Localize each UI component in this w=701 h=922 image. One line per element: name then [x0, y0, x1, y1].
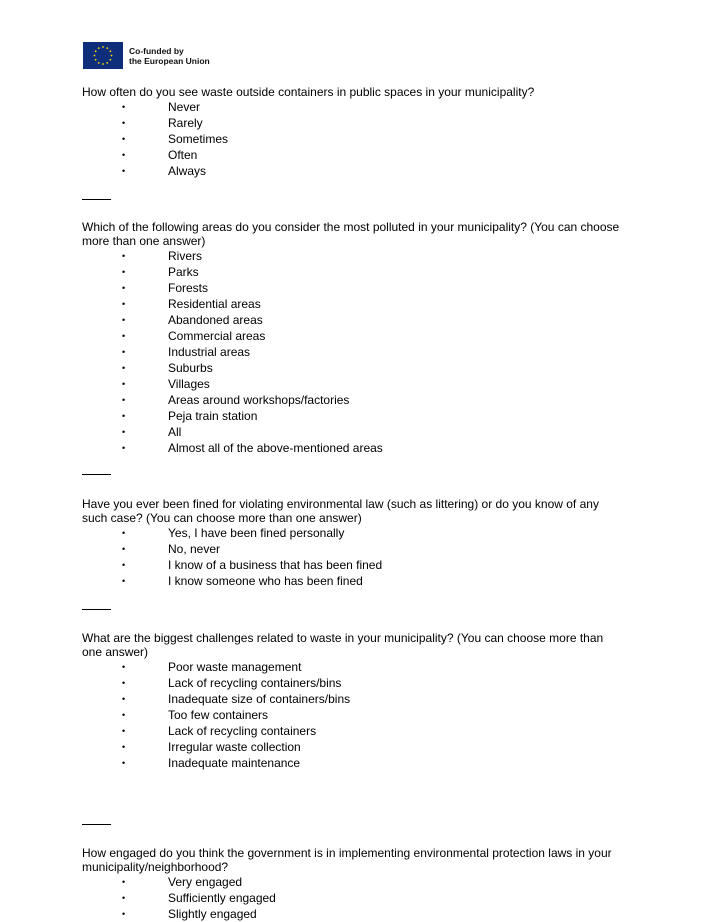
option-label: Suburbs — [168, 361, 213, 375]
option-item — [82, 99, 622, 115]
bullet: • — [122, 694, 126, 704]
bullet: • — [122, 544, 126, 554]
option-label: Inadequate size of containers/bins — [168, 692, 351, 706]
flag-star — [95, 50, 97, 52]
option-label: Slightly engaged — [168, 907, 257, 921]
flag-star — [95, 59, 97, 61]
option-list — [82, 659, 622, 771]
bullet: • — [122, 102, 126, 112]
bullet: • — [122, 726, 126, 736]
option-item — [82, 131, 622, 147]
option-list — [82, 99, 622, 179]
bullet: • — [122, 267, 126, 277]
bullet: • — [122, 134, 126, 144]
separator-line — [82, 609, 111, 610]
flag-star — [109, 50, 111, 52]
option-label: No, never — [168, 542, 221, 556]
bullet: • — [122, 443, 126, 453]
option-item — [82, 675, 622, 691]
option-item — [82, 659, 622, 675]
question-block — [82, 631, 622, 771]
question-block — [82, 85, 622, 179]
flag-star — [111, 55, 113, 57]
question-text: What are the biggest challenges related to waste in your municipality? (You can choose more than one answer) — [82, 631, 604, 659]
bullet: • — [122, 576, 126, 586]
option-item — [82, 707, 622, 723]
option-label: Yes, I have been fined personally — [168, 526, 345, 540]
option-label: Sometimes — [168, 132, 229, 146]
option-item — [82, 296, 622, 312]
bullet: • — [122, 283, 126, 293]
bullet: • — [122, 909, 126, 919]
option-label: Too few containers — [168, 708, 269, 722]
option-item — [82, 755, 622, 771]
option-label: Industrial areas — [168, 345, 251, 359]
option-label: Parks — [168, 265, 199, 279]
question-block — [82, 497, 622, 589]
bullet: • — [122, 395, 126, 405]
question-text: How often do you see waste outside containers in public spaces in your municipality? — [82, 85, 535, 99]
option-item — [82, 557, 622, 573]
bullet: • — [122, 379, 126, 389]
question-text: Have you ever been fined for violating environmental law (such as littering) or do you know of any such case? (You can choose more than one answer) — [82, 497, 599, 525]
option-label: Rivers — [168, 249, 203, 263]
question-block — [82, 846, 622, 922]
option-label: Rarely — [168, 116, 203, 130]
bullet: • — [122, 893, 126, 903]
survey-document — [82, 85, 622, 922]
bullet: • — [122, 251, 126, 261]
option-item — [82, 723, 622, 739]
option-item — [82, 573, 622, 589]
option-label: I know of a business that has been fined — [168, 558, 383, 572]
flag-star — [94, 55, 96, 57]
option-item — [82, 890, 622, 906]
option-label: Poor waste management — [168, 660, 302, 674]
bullet: • — [122, 331, 126, 341]
option-item — [82, 691, 622, 707]
flag-star — [98, 47, 100, 49]
option-item — [82, 264, 622, 280]
bullet: • — [122, 150, 126, 160]
bullet: • — [122, 560, 126, 570]
bullet: • — [122, 118, 126, 128]
option-item — [82, 525, 622, 541]
flag-star — [109, 59, 111, 61]
bullet: • — [122, 347, 126, 357]
option-item — [82, 280, 622, 296]
option-item — [82, 739, 622, 755]
option-label: Commercial areas — [168, 329, 266, 343]
bullet: • — [122, 166, 126, 176]
separator-line — [82, 824, 111, 825]
option-list — [82, 874, 622, 922]
option-item — [82, 440, 622, 456]
flag-star — [102, 63, 104, 65]
option-label: All — [168, 425, 182, 439]
option-item — [82, 408, 622, 424]
option-label: Often — [168, 148, 198, 162]
separator-line — [82, 199, 111, 200]
option-label: Always — [168, 164, 207, 178]
option-item — [82, 328, 622, 344]
bullet: • — [122, 662, 126, 672]
bullet: • — [122, 427, 126, 437]
option-label: Never — [168, 100, 201, 114]
flag-star — [106, 47, 108, 49]
option-item — [82, 874, 622, 890]
question-text: How engaged do you think the government is in implementing environmental protection laws in your municipality/neighborhood? — [82, 846, 612, 874]
flag-star — [102, 46, 104, 48]
option-label: Almost all of the above-mentioned areas — [168, 441, 383, 455]
option-label: Sufficiently engaged — [168, 891, 276, 905]
eu-logo — [83, 42, 210, 69]
option-item — [82, 344, 622, 360]
option-label: I know someone who has been fined — [168, 574, 363, 588]
option-item — [82, 312, 622, 328]
separator-line — [82, 474, 111, 475]
bullet: • — [122, 363, 126, 373]
option-list — [82, 248, 622, 456]
option-label: Very engaged — [168, 875, 243, 889]
question-text: Which of the following areas do you consider the most polluted in your municipality? (You can choose more than one answer) — [82, 220, 620, 248]
option-item — [82, 147, 622, 163]
bullet: • — [122, 877, 126, 887]
option-item — [82, 424, 622, 440]
option-label: Lack of recycling containers/bins — [168, 676, 342, 690]
option-label: Lack of recycling containers — [168, 724, 317, 738]
option-label: Forests — [168, 281, 209, 295]
option-item — [82, 392, 622, 408]
option-label: Abandoned areas — [168, 313, 263, 327]
option-label: Villages — [168, 377, 210, 391]
logo-text — [129, 46, 210, 66]
bullet: • — [122, 710, 126, 720]
option-label: Residential areas — [168, 297, 261, 311]
logo-line-1: Co-funded by — [129, 45, 184, 56]
option-label: Inadequate maintenance — [168, 756, 301, 770]
option-label: Irregular waste collection — [168, 740, 301, 754]
question-block — [82, 220, 622, 456]
option-item — [82, 360, 622, 376]
option-item — [82, 163, 622, 179]
bullet: • — [122, 758, 126, 768]
bullet: • — [122, 411, 126, 421]
flag-star — [98, 62, 100, 64]
option-item — [82, 906, 622, 922]
option-item — [82, 115, 622, 131]
option-label: Peja train station — [168, 409, 258, 423]
flag-star — [106, 62, 108, 64]
option-item — [82, 541, 622, 557]
logo-line-2: the European Union — [129, 55, 210, 66]
option-list — [82, 525, 622, 589]
eu-flag-icon — [83, 42, 123, 69]
option-item — [82, 376, 622, 392]
option-item — [82, 248, 622, 264]
bullet: • — [122, 315, 126, 325]
option-label: Areas around workshops/factories — [168, 393, 350, 407]
bullet: • — [122, 528, 126, 538]
bullet: • — [122, 678, 126, 688]
bullet: • — [122, 742, 126, 752]
bullet: • — [122, 299, 126, 309]
